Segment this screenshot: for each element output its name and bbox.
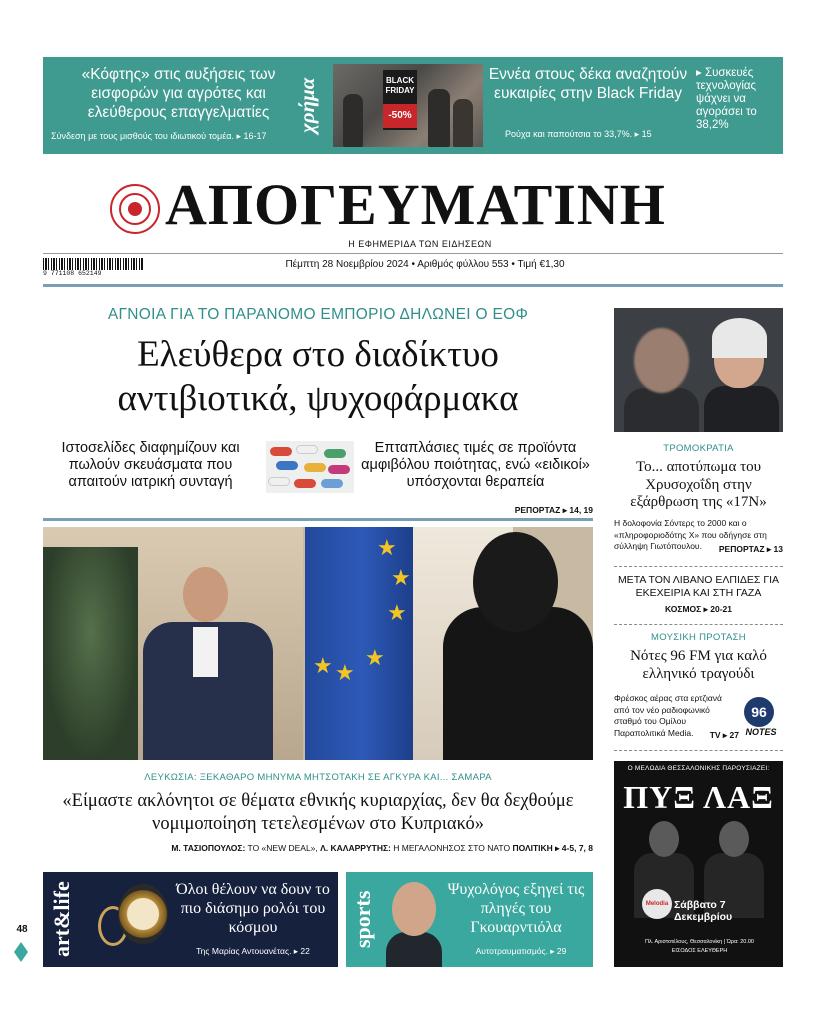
notes-logo-number: 96 (744, 697, 774, 727)
rc-story3-headline[interactable]: Νότες 96 FM για καλό ελληνικό τραγούδι (630, 648, 767, 682)
top-banner (43, 57, 783, 154)
rc-story1-kicker: ΤΡΟΜΟΚΡΑΤΙΑ (663, 443, 734, 454)
notes-logo-text: NOTES (745, 727, 777, 737)
divider (43, 518, 593, 521)
photo-story-headline[interactable]: «Είμαστε ακλόνητοι σε θέματα εθνικής κυριαρχίας, δεν θα δεχθούμε νομιμοποίηση τετελεσμένων στο Κυπριακό» (62, 791, 574, 834)
pills-image (266, 441, 354, 493)
eu-flag: ★ ★ ★ ★ ★ ★ (305, 527, 417, 760)
lead-page-ref: ΡΕΠΟΡΤΑΖ ▸ 14, 19 (514, 505, 593, 515)
rc-story1-headline[interactable]: Το... αποτύπωμα του Χρυσοχοΐδη στην εξάρθρωση της «17Ν» (630, 459, 767, 510)
credit-text-2: Η ΜΕΓΑΛΟΝΗΣΟΣ ΣΤΟ ΝΑΤΟ (393, 843, 511, 853)
rc-story2-headline[interactable]: ΜΕΤΑ ΤΟΝ ΛΙΒΑΝΟ ΕΛΠΙΔΕΣ ΓΙΑ ΕΚΕΧΕΙΡΙΑ ΚΑΙ ΣΤΗ ΓΑΖΑ (617, 574, 780, 599)
ad-venue: Πλ. Αριστοτέλους, Θεσσαλονίκη | Ώρα: 20.00 (645, 939, 754, 945)
lead-right-deck: Επταπλάσιες τιμές σε προϊόντα αμφιβόλου ποιότητας, ενώ «ειδικοί» υπόσχονται θεραπεία (361, 440, 590, 490)
credit-page-ref: ΠΟΛΙΤΙΚΗ ▸ 4-5, 7, 8 (512, 843, 593, 853)
diamond-icon (14, 942, 28, 962)
banner-section-label: χρήμα (295, 77, 319, 134)
black-friday-sign: BLACK FRIDAY (383, 70, 417, 130)
rc-story3-kicker: ΜΟΥΣΙΚΗ ΠΡΟΤΑΣΗ (651, 632, 746, 643)
main-photo (43, 527, 593, 760)
divider (614, 750, 783, 751)
lead-headline[interactable]: Ελεύθερα στο διαδίκτυο αντιβιοτικά, ψυχοφάρμακα (117, 334, 519, 419)
ad-entry: ΕΙΣΟΔΟΣ ΕΛΕΥΘΕΡΗ (671, 948, 728, 954)
page-number: 48 (16, 924, 28, 935)
divider (43, 284, 783, 287)
pocket-watch-image (83, 876, 173, 962)
art-life-label: art&life (49, 881, 74, 957)
art-life-headline: Όλοι θέλουν να δουν το πιο διάσημο ρολόι του κόσμου (176, 881, 330, 936)
lead-kicker: ΑΓΝΟΙΑ ΓΙΑ ΤΟ ΠΑΡΑΝΟΜΟ ΕΜΠΟΡΙΟ ΔΗΛΩΝΕΙ Ο ΕΟΦ (107, 306, 529, 323)
photo-story-kicker: ΛΕΥΚΩΣΙΑ: ΞΕΚΑΘΑΡΟ ΜΗΝΥΜΑ ΜΗΤΣΟΤΑΚΗ ΣΕ ΑΓΚΥΡΑ ΚΑΙ... ΣΑΜΑΡΑ (144, 772, 492, 783)
rc-story3-ref: TV ▸ 27 (709, 730, 739, 740)
sports-label: sports (350, 890, 375, 948)
divider (43, 253, 783, 254)
divider (614, 566, 783, 567)
barcode-number: 9 771108 652149 (43, 270, 102, 277)
sports-box[interactable] (346, 872, 593, 967)
issue-info: Πέμπτη 28 Νοεμβρίου 2024 • Αριθμός φύλλου 553 • Τιμή €1,30 (285, 259, 565, 270)
lead-left-deck: Ιστοσελίδες διαφημίζουν και πωλούν σκευάσματα που απαιτούν ιατρική συνταγή (61, 440, 240, 490)
ad-title: ΠΥΞ ΛΑΞ (623, 779, 774, 815)
banner-right-text: ▸ Συσκευές τεχνολογίας ψάχνει να αγοράσει το 38,2% (696, 67, 757, 131)
melodia-logo: Melodia (642, 889, 672, 919)
divider (614, 624, 783, 625)
art-life-box[interactable] (43, 872, 338, 967)
newspaper-title: ΑΠΟΓΕΥΜΑΤΙΝΗ (165, 172, 666, 237)
notes-96-logo (742, 697, 780, 742)
rc-story1-body: Η δολοφονία Σόντερς το 2000 και ο «πληροφοριοδότης Χ» που οδήγησε στη σύλληψη Γιωτόπουλου. (614, 518, 767, 551)
newspaper-logo-emblem (110, 184, 160, 234)
rc-story3-body: Φρέσκος αέρας στα ερτζιανά από τον νέο ραδιοφωνικό σταθμό του Ομίλου Παραπολιτικά Media. (614, 693, 722, 738)
concert-ad[interactable] (614, 761, 783, 967)
rc-story2-ref: ΚΟΣΜΟΣ ▸ 20-21 (665, 604, 732, 614)
banner-mid-subtitle: Ρούχα και παπούτσια το 33,7%. ▸ 15 (505, 129, 652, 139)
newspaper-tagline: Η ΕΦΗΜΕΡΙΔΑ ΤΩΝ ΕΙΔΗΣΕΩΝ (348, 239, 492, 249)
rc-story1-ref: ΡΕΠΟΡΤΑΖ ▸ 13 (718, 544, 783, 554)
discount-sign: -50% (383, 104, 417, 128)
credit-author-1: Μ. ΤΑΣΙΟΠΟΥΛΟΣ: (171, 843, 246, 853)
art-life-subtitle: Της Μαρίας Αντουανέτας. ▸ 22 (196, 946, 310, 956)
credit-author-2: Λ. ΚΑΛΑΡΡΥΤΗΣ: (320, 843, 391, 853)
barcode (43, 258, 143, 278)
ad-presenter: Ο ΜΕΛΩΔΙΑ ΘΕΣΣΑΛΟΝΙΚΗΣ ΠΑΡΟΥΣΙΑΖΕΙ: (627, 765, 770, 772)
sports-headline: Ψυχολόγος εξηγεί τις πληγές του Γκουαρντιόλα (447, 881, 585, 936)
banner-black-friday-photo (333, 64, 483, 147)
banner-mid-headline[interactable]: Εννέα στους δέκα αναζητούν ευκαιρίες στην Black Friday (488, 66, 688, 102)
ad-date: Σάββατο 7 Δεκεμβρίου (674, 899, 733, 923)
banner-left-subtitle: Σύνδεση με τους μισθούς του ιδιωτικού τομέα. ▸ 16-17 (51, 131, 267, 141)
photo-story-credits (43, 843, 593, 854)
sports-subtitle: Αυτοτραυματισμός. ▸ 29 (475, 946, 567, 956)
sports-portrait (386, 882, 442, 967)
right-column-photo (614, 308, 783, 432)
banner-left-headline[interactable]: «Κόφτης» στις αυξήσεις των εισφορών για αγρότες και ελεύθερους επαγγελματίες (81, 66, 276, 121)
credit-text-1: ΤΟ «NEW DEAL», (247, 843, 318, 853)
